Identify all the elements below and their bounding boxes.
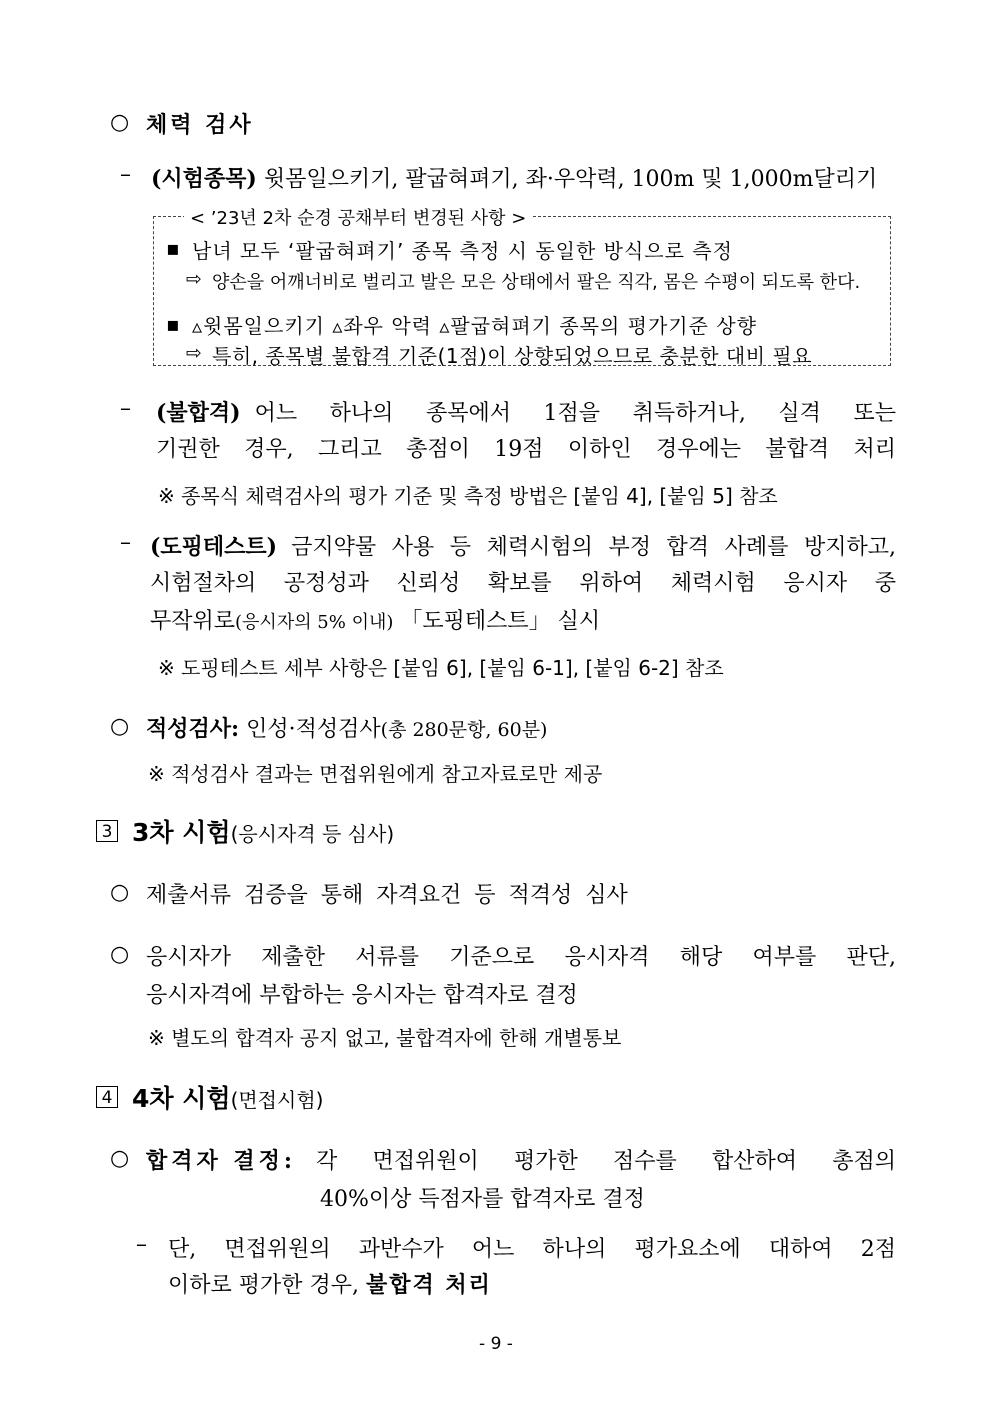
bullet-circle: ○	[110, 1146, 130, 1171]
aptitude-paren: (총 280문항, 60분)	[380, 719, 548, 741]
decision-text-2: 40%이상 득점자를 합격자로 결정	[320, 1187, 645, 1212]
section-3-bullet-2-line-1: 응시자가 제출한 서류를 기준으로 응시자격 해당 여부를 판단,	[146, 945, 896, 970]
section-3-note: ※ 별도의 합격자 공지 없고, 불합격자에 한해 개별통보	[148, 1026, 622, 1050]
section-3-sub: (응시자격 등 심사)	[230, 822, 395, 846]
section-3-heading	[132, 813, 394, 849]
fail-text-1: 어느 하나의 종목에서 1점을 취득하거나, 실격 또는	[254, 401, 896, 426]
fail-reference-note: ※ 종목식 체력검사의 평가 기준 및 측정 방법은 [붙임 4], [붙임 5] 참조	[158, 484, 778, 508]
section-3-title: 3차 시험	[132, 818, 231, 847]
doping-text-3a: 무작위로	[150, 609, 236, 634]
decision-line-1	[146, 1144, 896, 1175]
aptitude-heading: 적성검사:	[146, 716, 240, 742]
doping-reference-note: ※ 도핑테스트 세부 사항은 [붙임 6], [붙임 6-1], [붙임 6-2] 참조	[158, 656, 724, 680]
bullet-circle: ○	[110, 880, 130, 905]
note-subitem-criteria: 특히, 종목별 불합격 기준(1점)이 상향되었으므로 충분한 대비 필요	[212, 344, 813, 368]
majority-rule-fail: 불합격 처리	[366, 1272, 492, 1298]
test-items-line	[151, 162, 877, 193]
section-3-bullet-2-line-2: 응시자격에 부합하는 응시자는 합격자로 결정	[146, 983, 578, 1008]
note-bullet: ▪	[166, 236, 180, 260]
note-subitem-pushup: 양손을 어깨너비로 벌리고 발은 모은 상태에서 팔은 직각, 몸은 수평이 되도록 한다.	[212, 272, 861, 293]
doping-text-3c: 「도핑테스트」 실시	[400, 609, 601, 634]
majority-rule-text: 이하로 평가한 경우,	[168, 1273, 359, 1298]
majority-rule-line-2	[168, 1268, 492, 1299]
bullet-circle: ○	[110, 110, 130, 135]
doping-text-3	[150, 604, 600, 635]
note-bullet: ▪	[166, 312, 180, 336]
dash-marker: –	[136, 1232, 147, 1257]
dash-marker: –	[120, 162, 131, 187]
section-4-heading	[132, 1079, 323, 1115]
aptitude-note: ※ 적성검사 결과는 면접위원에게 참고자료로만 제공	[148, 762, 603, 786]
page-number: - 9 -	[479, 1334, 513, 1354]
fail-line-1	[156, 396, 896, 427]
arrow-icon: ⇨	[186, 342, 202, 364]
section-3-bullet-1: 제출서류 검증을 통해 자격요건 등 적격성 심사	[146, 883, 628, 908]
decision-text-1: 각 면접위원이 평가한 점수를 합산하여 총점의	[316, 1149, 896, 1174]
bullet-circle: ○	[110, 714, 130, 739]
doping-text-2: 시험절차의 공정성과 신뢰성 확보를 위하여 체력시험 응시자 중	[150, 571, 896, 596]
aptitude-text: 인성·적성검사	[246, 717, 381, 742]
test-items-heading: (시험종목)	[151, 166, 257, 192]
doping-heading: (도핑테스트)	[150, 534, 278, 560]
arrow-icon: ⇨	[186, 268, 202, 290]
dash-marker: –	[120, 396, 131, 421]
majority-rule-line-1: 단, 면접위원의 과반수가 어느 하나의 평가요소에 대하여 2점	[168, 1237, 896, 1262]
section-4-title: 4차 시험	[132, 1084, 231, 1113]
section-number-box: 4	[96, 1086, 118, 1108]
note-item-criteria: ▵윗몸일으키기 ▵좌우 악력 ▵팔굽혀펴기 종목의 평가기준 상향	[192, 314, 757, 338]
doping-line-1	[150, 530, 896, 561]
fail-heading: (불합격)	[156, 400, 241, 426]
section-heading-physical-test: 체력 검사	[146, 112, 254, 138]
decision-heading: 합격자 결정:	[146, 1148, 297, 1174]
aptitude-line	[146, 712, 547, 743]
fail-text-2: 기권한 경우, 그리고 총점이 19점 이하인 경우에는 불합격 처리	[156, 437, 896, 462]
doping-text-3b: (응시자의 5% 이내)	[235, 612, 394, 633]
bullet-circle: ○	[110, 942, 130, 967]
note-item-pushup: 남녀 모두 ‘팔굽혀펴기’ 종목 측정 시 동일한 방식으로 측정	[192, 239, 733, 263]
section-4-sub: (면접시험)	[230, 1088, 324, 1112]
dash-marker: –	[120, 530, 131, 555]
section-number-box: 3	[96, 820, 118, 842]
change-note-title: < ’23년 2차 순경 공채부터 변경된 사항 >	[184, 204, 532, 230]
test-items-text: 윗몸일으키기, 팔굽혀펴기, 좌·우악력, 100m 및 1,000m달리기	[263, 167, 878, 192]
doping-text-1: 금지약물 사용 등 체력시험의 부정 합격 사례를 방지하고,	[291, 535, 896, 560]
